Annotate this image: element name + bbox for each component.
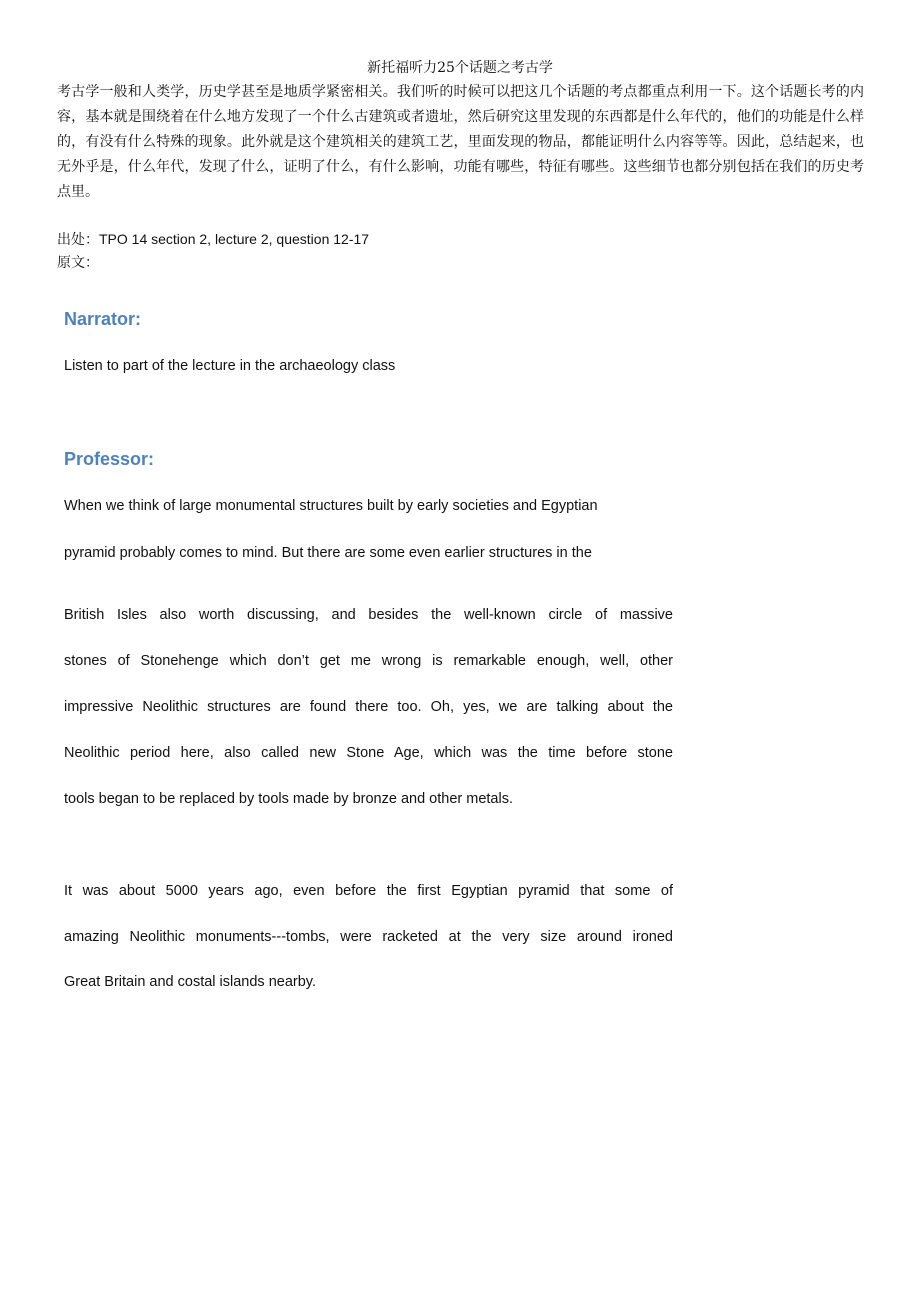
original-text-label: 原文： (57, 255, 99, 271)
narrator-line: Listen to part of the lecture in the archaeology class (64, 358, 396, 374)
transcript-line: Great Britain and costal islands nearby. (64, 974, 317, 990)
transcript-line: It was about 5000 years ago, even before the first Egyptian pyramid that some of (64, 883, 673, 899)
intro-text: 考古学一般和人类学，历史学甚至是地质学紧密相关。我们听的时候可以把这几个话题的考点都重点利用一下。这个话题长考的内容，基本就是围绕着在什么地方发现了一个什么古建筑或者遗址，然后研究这里发现的东西都是什么年代的，他们的功能是什么样的，有没有什么特殊的现象。此外就是这个建筑相关的建筑工艺，里面发现的物品，都能证明什么内容等等。因此，总结起来，也无外乎是，什么年代，发现了什么，证明了什么，有什么影响，功能有哪些，特征有哪些。这些细节也都分别包括在我们的历史考点里。 (57, 84, 864, 200)
professor-heading: Professor: (64, 449, 155, 469)
transcript-line: stones of Stonehenge which don’t get me wrong is remarkable enough, well, other (64, 653, 673, 669)
transcript-line: Neolithic period here, also called new Stone Age, which was the time before stone (64, 745, 673, 761)
intro-paragraph (57, 80, 864, 205)
transcript-line: amazing Neolithic monuments---tombs, were racketed at the very size around ironed (64, 929, 673, 945)
narrator-heading: Narrator: (64, 309, 142, 329)
page-title: 新托福听力25个话题之考古学 (367, 60, 553, 76)
source-line (57, 228, 369, 252)
source-value: TPO 14 section 2, lecture 2, question 12-17 (99, 231, 370, 247)
source-block (57, 228, 369, 275)
transcript-line: impressive Neolithic structures are found there too. Oh, yes, we are talking about the (64, 699, 673, 715)
transcript-line: tools began to be replaced by tools made by bronze and other metals. (64, 791, 513, 807)
transcript-line: British Isles also worth discussing, and besides the well-known circle of massive (64, 607, 673, 623)
transcript-line: When we think of large monumental structures built by early societies and Egyptian (64, 498, 598, 514)
transcript-line: pyramid probably comes to mind. But there are some even earlier structures in the (64, 545, 592, 561)
source-label: 出处： (57, 232, 99, 248)
